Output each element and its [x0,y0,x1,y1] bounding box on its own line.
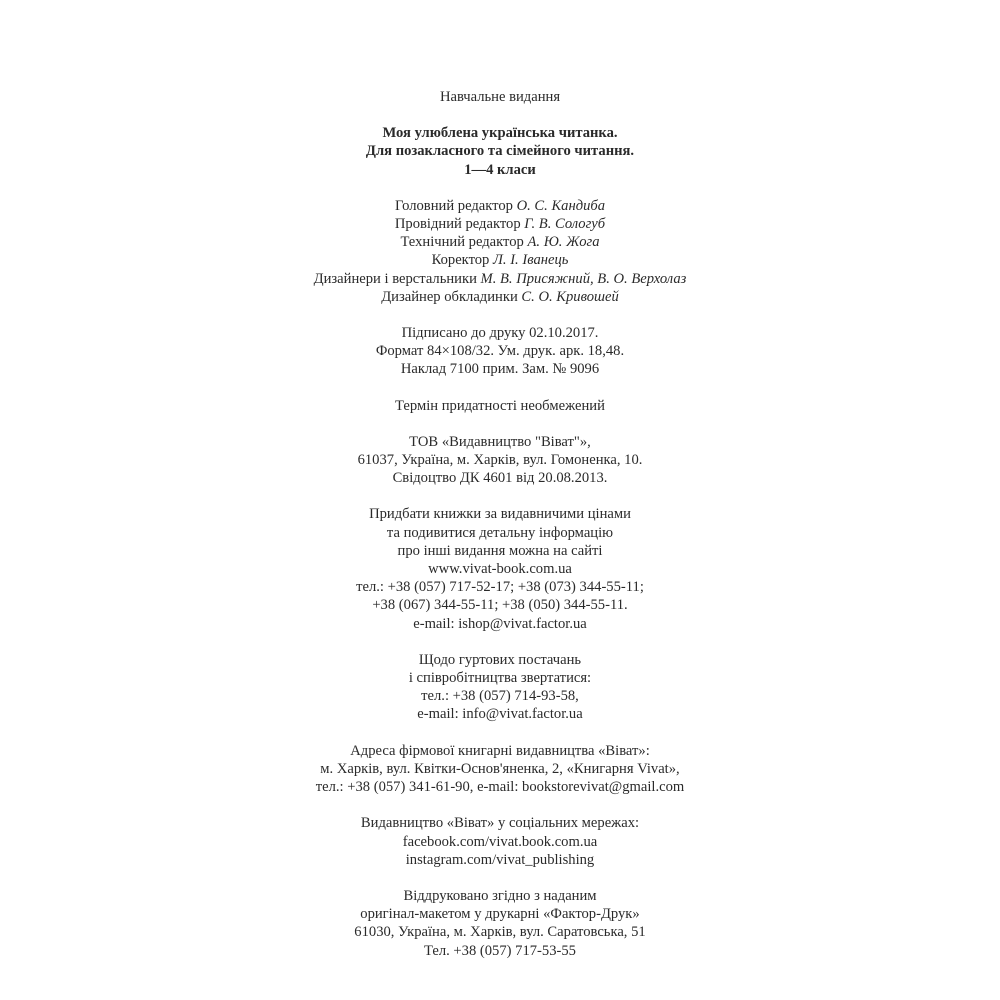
wholesale-email: e-mail: info@vivat.factor.ua [417,706,583,723]
publisher-certificate: Свідоцтво ДК 4601 від 20.08.2013. [392,470,608,487]
buy-info-section [0,505,1000,632]
edition-type: Навчальне видання [439,89,561,105]
credit-role: Провідний редактор [394,216,521,233]
credit-name: Г. В. Сологуб [524,216,606,233]
print-format: Формат 84×108/32. Ум. друк. арк. 18,48. [375,343,625,360]
book-title-section [0,124,1000,179]
store-contacts: тел.: +38 (057) 341-61-90, e-mail: bookstorevivat@gmail.com [315,779,685,796]
edition-type-section [0,88,1000,106]
store-heading: Адреса фірмової книгарні видавництва «Віват»: [350,742,650,759]
credit-designers [0,270,1000,288]
buy-info-line: та подивитися детальну інформацію [386,524,614,541]
credit-proofreader [0,251,1000,269]
book-title-line-2: Для позакласного та сімейного читання. [365,143,635,160]
wholesale-section [0,651,1000,724]
credit-name: О. С. Кандиба [516,197,606,214]
shelf-life: Термін придатності необмежений [395,397,605,414]
publisher-name: ТОВ «Видавництво "Віват"», [409,433,591,450]
print-signed-date: Підписано до друку 02.10.2017. [401,325,599,342]
credit-role: Дизайнер обкладинки [381,288,518,305]
printer-address: 61030, Україна, м. Харків, вул. Саратовська, 51 [354,924,646,941]
website-url: www.vivat-book.com.ua [428,561,572,578]
credit-name: Л. І. Іванець [493,252,569,269]
credit-name: М. В. Присяжний, В. О. Верхолаз [480,270,687,287]
wholesale-phone: тел.: +38 (057) 714-93-58, [421,688,579,705]
store-section [0,742,1000,797]
credit-role: Технічний редактор [400,234,524,251]
social-section [0,814,1000,869]
phone-numbers: +38 (067) 344-55-11; +38 (050) 344-55-11. [372,597,628,614]
credit-lead-editor [0,215,1000,233]
credit-role: Дизайнери і верстальники [313,270,477,287]
credit-cover-designer [0,288,1000,306]
credit-role: Головний редактор [394,197,513,214]
printer-line: оригінал-макетом у друкарні «Фактор-Друк» [360,906,640,923]
social-heading: Видавництво «Віват» у соціальних мережах: [360,815,640,832]
wholesale-line: і співробітництва звертатися: [408,670,592,687]
credit-name: С. О. Кривошей [521,288,619,305]
publisher-section [0,433,1000,488]
wholesale-line: Щодо гуртових постачань [418,651,582,668]
credit-technical-editor [0,233,1000,251]
credit-chief-editor [0,197,1000,215]
book-title-line-3: 1—4 класи [464,161,536,178]
social-instagram: instagram.com/vivat_publishing [405,851,595,868]
credit-role: Коректор [431,252,490,269]
publisher-address: 61037, Україна, м. Харків, вул. Гомоненка, 10. [357,452,643,469]
printer-section [0,887,1000,960]
shelf-life-section [0,397,1000,415]
phone-numbers: тел.: +38 (057) 717-52-17; +38 (073) 344-55-11; [356,579,644,596]
credit-name: А. Ю. Жога [527,234,600,251]
printer-line: Віддруковано згідно з наданим [403,887,597,904]
credits-section [0,197,1000,306]
print-run: Наклад 7100 прим. Зам. № 9096 [400,361,600,378]
social-facebook: facebook.com/vivat.book.com.ua [402,833,598,850]
store-address: м. Харків, вул. Квітки-Основ'яненка, 2, «Книгарня Vivat», [320,760,680,777]
book-title-line-1: Моя улюблена українська читанка. [382,125,618,142]
buy-info-line: Придбати книжки за видавничими цінами [369,506,631,523]
imprint-block [0,88,1000,960]
print-info-section [0,324,1000,379]
buy-info-line: про інші видання можна на сайті [397,542,603,559]
shop-email: e-mail: ishop@vivat.factor.ua [413,615,587,632]
printer-phone: Тел. +38 (057) 717-53-55 [424,942,576,959]
